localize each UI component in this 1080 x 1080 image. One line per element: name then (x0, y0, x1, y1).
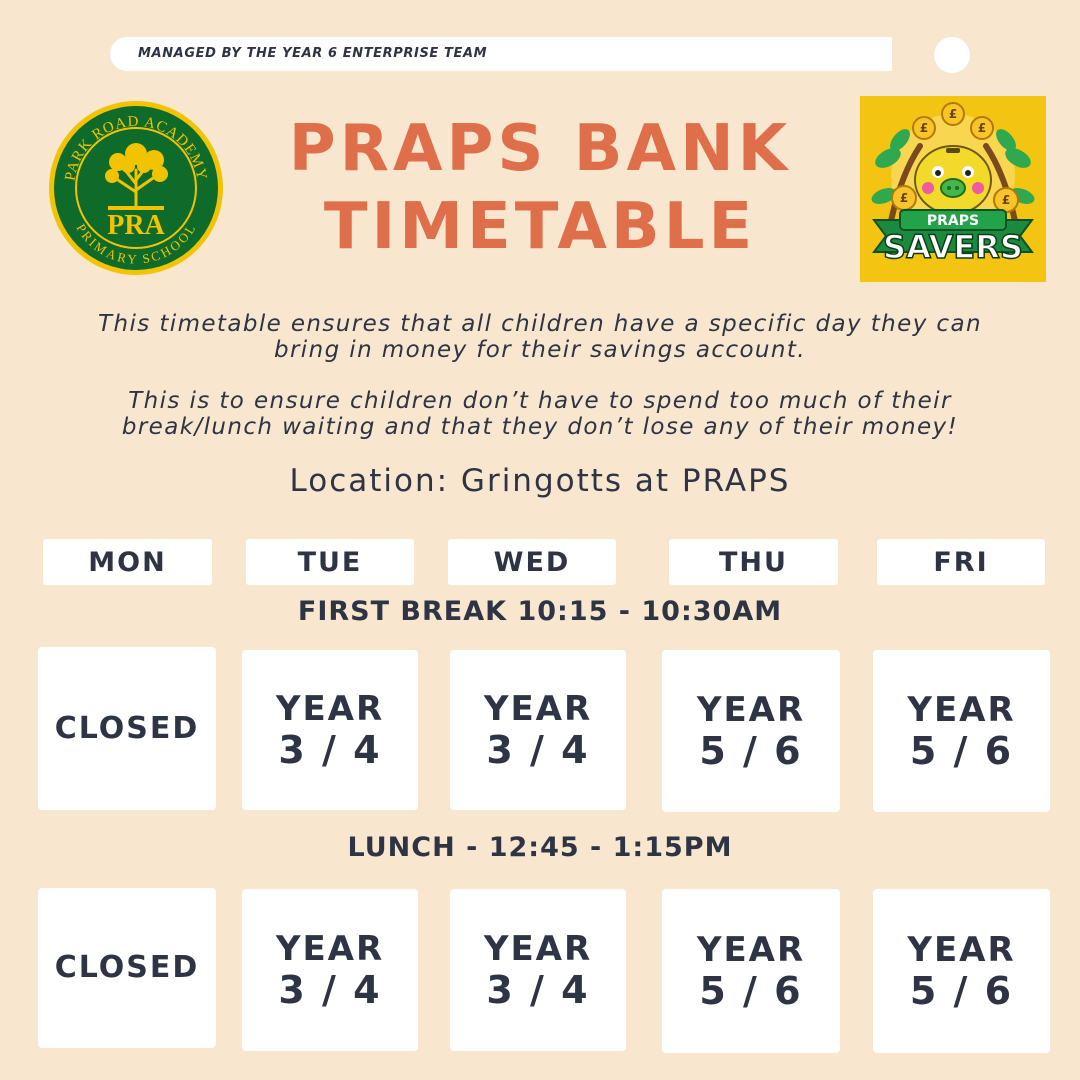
day-header-fri: FRI (877, 539, 1045, 585)
cell-wed-lunch (450, 889, 626, 1051)
location-text: Location: Gringotts at PRAPS (289, 463, 791, 499)
svg-text:£: £ (948, 107, 958, 121)
cell-tue-lunch-line-2: 3 / 4 (278, 968, 382, 1012)
day-header-mon: MON (43, 539, 212, 585)
intro-paragraph-1 (20, 311, 1060, 363)
day-header-tue: TUE (246, 539, 414, 585)
logo-initials: PRA (107, 210, 165, 241)
svg-text:£: £ (977, 121, 987, 135)
cell-wed-break (450, 650, 626, 810)
intro-paragraph-2 (20, 388, 1060, 440)
cell-tue-break-line-2: 3 / 4 (278, 728, 382, 772)
logo-line-2: SAVERS (883, 228, 1023, 266)
cell-fri-lunch-line-1: YEAR (907, 930, 1016, 970)
section-first-break: FIRST BREAK 10:15 - 10:30AM (297, 596, 783, 627)
cell-mon-break-line-1: CLOSED (54, 710, 200, 746)
cell-thu-break (662, 650, 840, 812)
cell-wed-break-line-1: YEAR (483, 689, 593, 729)
cell-fri-break-line-2: 5 / 6 (909, 729, 1014, 773)
cell-fri-lunch-line-2: 5 / 6 (909, 969, 1014, 1013)
svg-text:£: £ (919, 121, 929, 135)
title-line-2: TIMETABLE (323, 190, 757, 264)
cell-thu-lunch-line-1: YEAR (696, 930, 806, 970)
intro-p2-line-2: break/lunch waiting and that they don’t lose any of their money! (121, 414, 959, 440)
cell-tue-break-line-1: YEAR (275, 689, 385, 729)
svg-text:£: £ (1001, 193, 1011, 207)
logo-ring-top: PARK ROAD ACADEMY (62, 113, 210, 182)
cell-mon-break (38, 647, 216, 810)
cell-mon-lunch (38, 888, 216, 1048)
top-banner (110, 37, 892, 71)
day-header-wed: WED (448, 539, 616, 585)
page-title (230, 110, 850, 266)
cell-wed-lunch-line-2: 3 / 4 (486, 968, 590, 1012)
cell-fri-break-line-1: YEAR (907, 690, 1016, 730)
intro-p1-line-2: bring in money for their savings account. (273, 337, 807, 363)
cell-fri-break (873, 650, 1050, 812)
cell-tue-break (242, 650, 418, 810)
cell-thu-lunch-line-2: 5 / 6 (699, 969, 803, 1013)
cell-wed-lunch-line-1: YEAR (483, 929, 593, 969)
praps-savers-logo (860, 96, 1046, 282)
intro-p2-line-1: This is to ensure children don’t have to spend too much of their (128, 388, 952, 414)
cell-thu-break-line-2: 5 / 6 (699, 729, 803, 773)
svg-text:£: £ (899, 191, 909, 205)
cell-fri-lunch (873, 889, 1050, 1053)
title-line-1: PRAPS BANK (288, 112, 792, 186)
logo-ring-bottom: PRIMARY SCHOOL (73, 221, 199, 267)
logo-line-1: PRAPS (926, 213, 980, 229)
cell-tue-lunch-line-1: YEAR (275, 929, 385, 969)
decorative-dot (934, 37, 970, 73)
section-lunch: LUNCH - 12:45 - 1:15PM (347, 832, 733, 863)
cell-tue-lunch (242, 889, 418, 1051)
cell-wed-break-line-2: 3 / 4 (486, 728, 590, 772)
banner-text: MANAGED BY THE YEAR 6 ENTERPRISE TEAM (138, 46, 488, 61)
day-header-thu: THU (669, 539, 838, 585)
cell-mon-lunch-line-1: CLOSED (54, 950, 200, 985)
school-logo (48, 100, 224, 276)
intro-p1-line-1: This timetable ensures that all children have a specific day they can (98, 311, 982, 337)
cell-thu-break-line-1: YEAR (696, 690, 806, 730)
cell-thu-lunch (662, 889, 840, 1053)
